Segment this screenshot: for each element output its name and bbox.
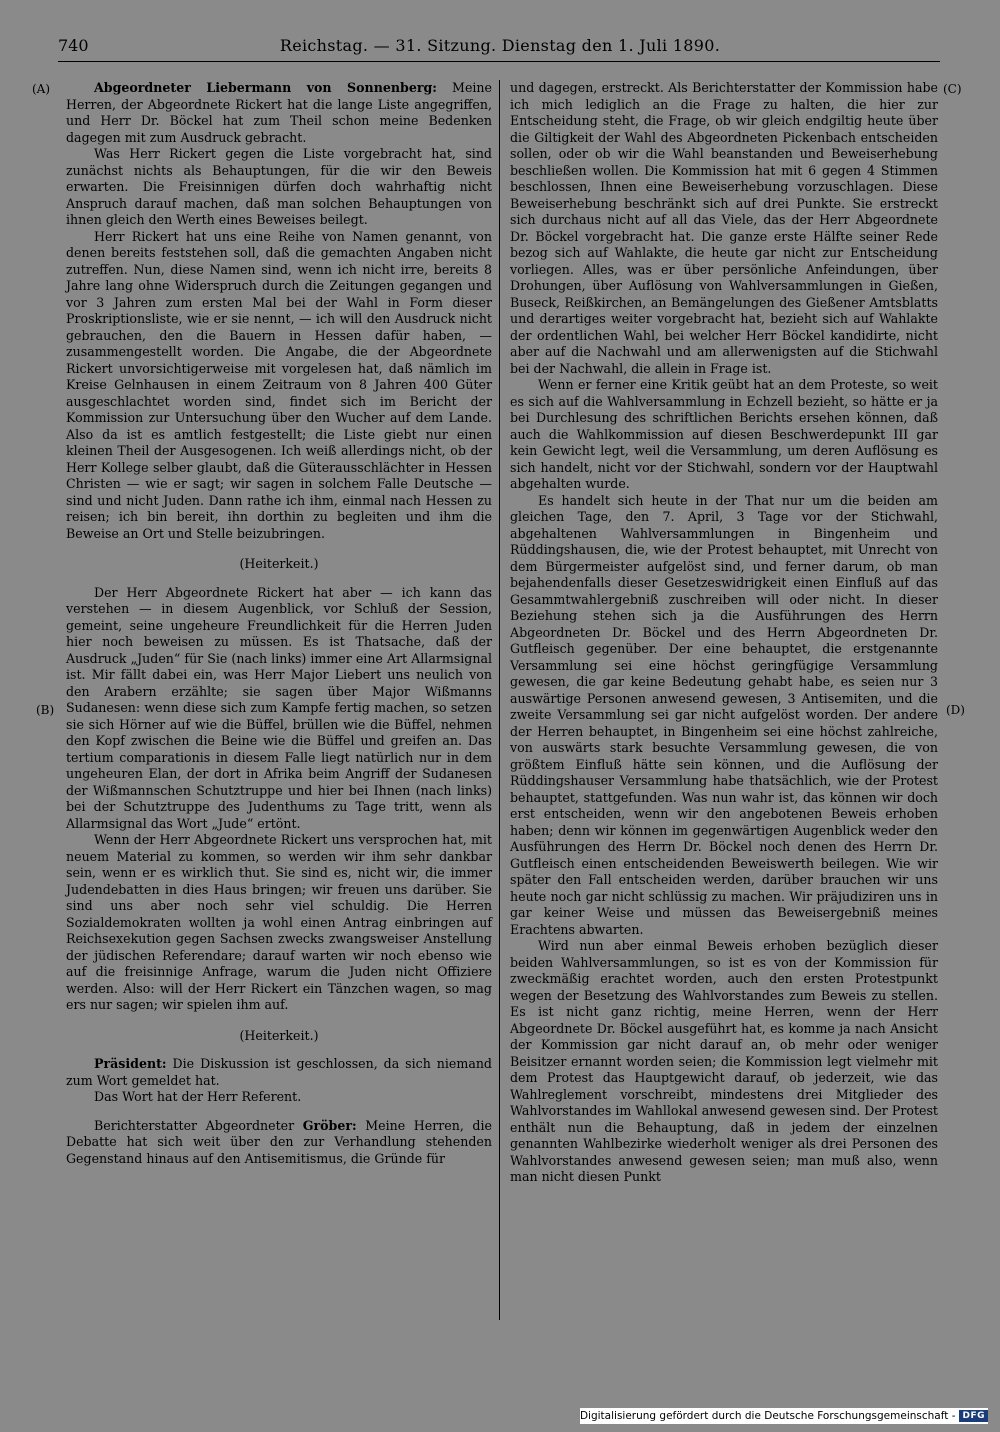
speaker-role: Berichterstatter Abgeordneter bbox=[94, 1117, 295, 1133]
paragraph: Wenn er ferner eine Kritik geübt hat an dem Proteste, so weit es sich auf die Wahlversammlung in Echzell bezieht, so hätte er ja bei Durchlesung des schriftlichen Berichts ersehen können, daß auch die Wahlkommission auf diesen Beschwerdepunkt III gar kein Gewicht legt, weil die Versammlung, um deren Auflösung es sich handelt, nicht vor der Stichwahl, sondern vor der Hauptwahl abgehalten wurde. bbox=[510, 377, 938, 491]
speech-text: Die Diskussion ist geschlossen, da sich niemand zum Wort gemeldet hat. bbox=[66, 1056, 492, 1088]
right-column bbox=[510, 80, 938, 1186]
speaker-name: Abgeordneter Liebermann von Sonnenberg: bbox=[94, 80, 437, 95]
paragraph bbox=[66, 1056, 492, 1089]
margin-mark-c: (C) bbox=[943, 82, 962, 96]
paragraph: Herr Rickert hat uns eine Reihe von Namen genannt, von denen bereits feststehen soll, daß die gemachten Angaben nicht zutreffen. Nun, diese Namen sind, wenn ich nicht irre, bereits 8 Jahre lang ohne Widerspruch durch die Zeitungen gegangen und vor 3 Jahren zum ersten Mal bei der Wahl in Form dieser Proskriptionsliste, wie er sie nennt, — ich will den Ausdruck nicht gebrauchen, den die Bauern in Hessen dafür haben, — zusammengestellt worden. Die Angabe, die der Abgeordnete Rickert unvorsichtigerweise mit vorgelesen hat, daß nämlich im Kreise Gelnhausen in einem Zeitraum von 8 Jahren 400 Güter ausgeschlachtet worden sind, findet sich im Bericht der Kommission zur Untersuchung über den Wucher auf dem Lande. Also da ist es amtlich festgestellt; die Liste giebt nur einen kleinen Theil der Ausgesogenen. Ich weiß allerdings nicht, ob der Herr Kollege selber glaubt, daß die Güterausschlächter in Hessen Christen — wie er sagt; wir sagen in solchem Falle Deutsche — sind und nicht Juden. Dann rathe ich ihm, einmal nach Hessen zu reisen; ich bin bereit, ihn dorthin zu begleiten und ihm die Beweise an Ort und Stelle beizubringen. bbox=[66, 228, 492, 541]
speaker-name: Gröber: bbox=[302, 1117, 357, 1133]
speaker-name: Präsident: bbox=[94, 1056, 167, 1071]
margin-mark-a: (A) bbox=[32, 82, 51, 96]
paragraph: Wenn der Herr Abgeordnete Rickert uns versprochen hat, mit neuem Material zu kommen, so werden wir ihm sehr dankbar sein, wenn er es wirklich thut. Sie sind es, nicht wir, die immer Judendebatten in dies Haus bringen; wir freuen uns darüber. Sie sind uns aber noch sehr viel schuldig. Die Herren Sozialdemokraten wollten ja wohl einen Antrag einbringen auf Reichsexekution gegen Sachsen zwecks zwangsweiser Anstellung der jüdischen Referendare; darauf warten wir noch ebenso wie auf die freisinnige Anfrage, warum die Juden nicht Offiziere werden. Also: will der Herr Rickert ein Tänzchen wagen, so mag ers nur sagen; wir spielen ihm auf. bbox=[66, 832, 492, 1012]
page-number: 740 bbox=[58, 36, 89, 55]
interjection: (Heiterkeit.) bbox=[239, 556, 319, 571]
paragraph: Was Herr Rickert gegen die Liste vorgebracht hat, sind zunächst nichts als Behauptungen, für die wir den Beweis erwarten. Die Freisinnigen dürfen doch wahrhaftig nicht Anspruch darauf machen, daß man solchen Behauptungen von ihnen gleich den Werth eines Beweises beilegt. bbox=[66, 146, 492, 227]
paragraph bbox=[66, 80, 492, 146]
margin-mark-b: (B) bbox=[36, 703, 55, 717]
speech-text: Meine Herren, die Debatte hat sich weit über den zur Verhandlung stehenden Gegenstand hinaus auf den Antisemitismus, die Gründe für bbox=[66, 1117, 492, 1166]
paragraph: Das Wort hat der Herr Referent. bbox=[94, 1089, 302, 1104]
left-column bbox=[66, 80, 492, 1167]
paragraph: Wird nun aber einmal Beweis erhoben bezüglich dieser beiden Wahlversammlungen, so ist es von der Kommission für zweckmäßig erachtet worden, auch den ersten Protestpunkt wegen der Besetzung des Wahlvorstandes zum Beweis zu stellen. Es ist nicht ganz richtig, meine Herren, wenn der Herr Abgeordnete Dr. Böckel ausgeführt hat, es komme ja nach Ansicht der Kommission gar nicht darauf an, ob mehr oder weniger Beisitzer ernannt worden seien; die Kommission legt vielmehr mit dem Protest das Hauptgewicht darauf, ob jederzeit, wie das Wahlreglement vorschreibt, mindestens drei Mitglieder des Wahlvorstandes im Wahllokal anwesend gewesen sind. Der Protest enthält nun die Behauptung, daß in jedem der einzelnen genannten Wahlbezirke wiederholt weniger als drei Personen des Wahlvorstandes anwesend gewesen seien; man muß also, wenn man nicht diesen Punkt bbox=[510, 938, 938, 1184]
margin-mark-d: (D) bbox=[946, 703, 965, 717]
paragraph: Der Herr Abgeordnete Rickert hat aber — ich kann das verstehen — in diesem Augenblick, vor Schluß der Session, gemeint, seine ungeheure Freundlichkeit für die Herren Juden hier noch beweisen zu müssen. Es ist Thatsache, daß der Ausdruck „Juden“ für Sie (nach links) immer eine Art Allarmsignal ist. Mir fällt dabei ein, was Herr Major Liebert uns neulich von den Arabern erzählte; sie sagen über Major Wißmanns Sudanesen: wenn diese sich zum Kampfe fertig machen, so setzen sie sich Hörner auf wie die Büffel, brüllen wie die Büffel, nehmen den Kopf zwischen die Beine wie die Büffel und greifen an. Das tertium comparationis in diesem Falle liegt natürlich nur in dem ungeheuren Elan, der dort in Afrika beim Angriff der Sudanesen der Wißmannschen Schutztruppe und hier bei Ihnen (nach links) bei der Schutztruppe des Judenthums zu Tage tritt, wenn als Allarmsignal das Wort „Jude“ ertönt. bbox=[66, 584, 492, 831]
interjection: (Heiterkeit.) bbox=[239, 1027, 319, 1043]
header-rule bbox=[58, 61, 940, 62]
column-divider bbox=[499, 80, 500, 1320]
paragraph bbox=[66, 1118, 492, 1168]
running-head: Reichstag. — 31. Sitzung. Dienstag den 1. Juli 1890. bbox=[279, 36, 721, 55]
paragraph: Es handelt sich heute in der That nur um die beiden am gleichen Tage, den 7. April, 3 Tage vor der Stichwahl, abgehaltenen Wahlversammlungen in Bingenheim und Rüddingshausen, die, wie der Protest behauptet, mit Unrecht von dem Bürgermeister aufgelöst sind, und ferner darum, ob man bejahendenfalls dieser Gesetzeswidrigkeit einen Einfluß auf das Gesammtwahlergebniß zuschreiben will oder nicht. In dieser Beziehung stehen sich ja die Ausführungen des Herrn Abgeordneten Dr. Böckel und des Herrn Abgeordneten Dr. Gutfleisch gegenüber. Der eine behauptet, die erstgenannte Versammlung sei eine höchst geringfügige Versammlung gewesen, die gar keine Bedeutung gehabt habe, es seien nur 3 auswärtige Personen anwesend gewesen, 3 Antisemiten, und die zweite Versammlung sei gar nicht aufgelöst worden. Der andere der Herren behauptet, in Bingenheim sei eine höchst zahlreiche, von auswärts stark besuchte Versammlung gewesen, die von größtem Einfluß hätte sein können, und die Auflösung der Rüddingshauser Versammlung habe thatsächlich, wie der Protest behauptet, stattgefunden. Was nun wahr ist, das können wir doch erst entscheiden, wenn wir den angebotenen Beweis erhoben haben; denn wir können im gegenwärtigen Augenblick weder den Ausführungen des Herrn Dr. Böckel noch denen des Herrn Dr. Gutfleisch einen entscheidenden Beweiswerth beilegen. Wie wir später den Fall entscheiden werden, darüber brauchen wir uns heute noch gar nicht schlüssig zu machen. Wir präjudiziren uns in gar keiner Weise und müssen das Beweisergebniß meines Erachtens abwarten. bbox=[510, 492, 938, 937]
paragraph: und dagegen, erstreckt. Als Berichterstatter der Kommission habe ich mich lediglich an die Frage zu halten, die hier zur Entscheidung steht, die Frage, ob wir gleich endgiltig heute über die Giltigkeit der Wahl des Abgeordneten Pickenbach entscheiden sollen, oder ob wir die Wahl beanstanden und Beweiserhebung beschließen wollen. Die Kommission hat mit 6 gegen 4 Stimmen beschlossen, Ihnen eine Beweiserhebung vorzuschlagen. Diese Beweiserhebung beschränkt sich auf drei Punkte. Sie erstreckt sich durchaus nicht auf all das Viele, das der Herr Abgeordnete Dr. Böckel vorgebracht hat. Die ganze erste Hälfte seiner Rede bezog sich auf Wahlakte, die heute gar nicht zur Entscheidung vorliegen. Alles, was er über persönliche Anfeindungen, über Drohungen, über Auflösung von Wahlversammlungen in Gießen, Buseck, Reißkirchen, an Bemängelungen des Gießener Amtsblatts und derartiges weiter vorgebracht hat, bezieht sich auf Wahlakte der ordentlichen Wahl, bei welcher Herr Böckel kandidirte, nicht aber auf die Nachwahl und am allerwenigsten auf die Stichwahl bei der Nachwahl, die allein in Frage ist. bbox=[510, 80, 938, 376]
footer-text: Digitalisierung gefördert durch die Deutsche Forschungsgemeinschaft - bbox=[579, 1410, 956, 1422]
dfg-logo: DFG bbox=[959, 1410, 988, 1422]
footer-credit bbox=[580, 1408, 988, 1424]
speech-text: Meine Herren, der Abgeordnete Rickert hat die lange Liste angegriffen, und Herr Dr. Böckel hat zum Theil schon meine Bedenken dagegen mit zum Ausdruck gebracht. bbox=[66, 80, 492, 145]
